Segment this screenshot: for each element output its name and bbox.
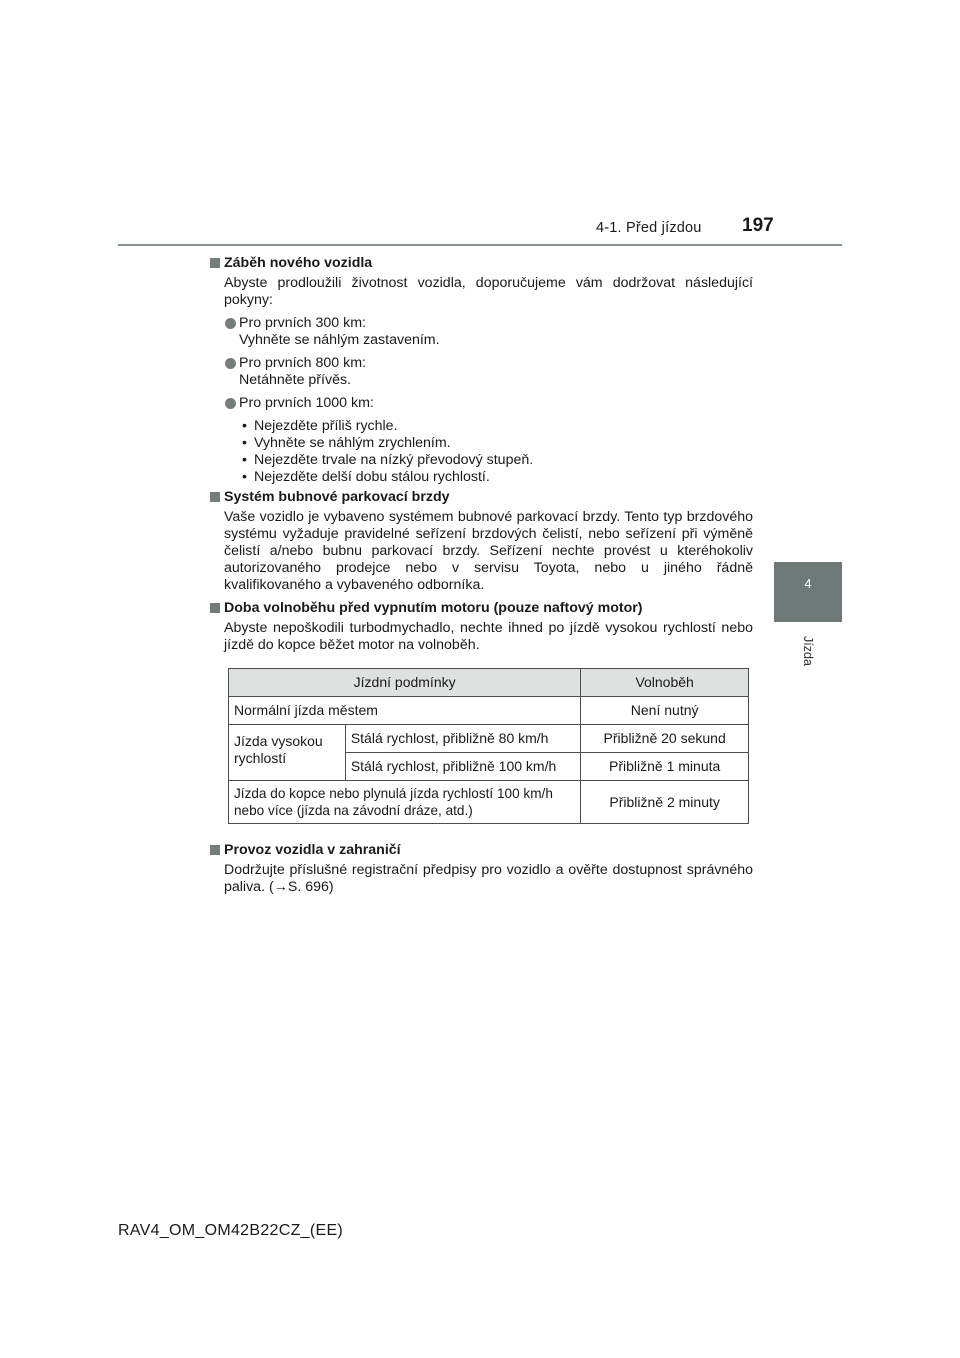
chapter-label-text: Jízda [801, 636, 815, 666]
sub-list-item [239, 418, 753, 435]
table-header-cell: Jízdní podmínky [229, 669, 581, 697]
round-bullet-icon [225, 318, 236, 329]
round-bullet-icon [225, 398, 236, 409]
table-row [229, 781, 749, 824]
table-cell: Stálá rychlost, přibližně 80 km/h [345, 725, 580, 753]
chapter-label [791, 628, 821, 674]
round-bullet-icon [225, 358, 236, 369]
page-number: 197 [742, 215, 774, 236]
section-drum-brake [208, 489, 753, 594]
section-heading [208, 842, 753, 859]
section-abroad [208, 842, 753, 896]
section-paragraph: Dodržujte příslušné registrační předpisy pro vozidlo a ověřte dostupnost správného paliva. (→S. 696) [224, 862, 753, 895]
square-bullet-icon [210, 845, 220, 855]
list-item-line: Pro prvních 300 km: [239, 315, 366, 331]
list-item [208, 355, 753, 389]
list-item-line: Pro prvních 800 km: [239, 355, 366, 371]
table-cell: Přibližně 20 sekund [581, 725, 749, 753]
square-bullet-icon [210, 492, 220, 502]
list-item-line: Pro prvních 1000 km: [239, 395, 374, 411]
list-item [208, 315, 753, 349]
table-cell: Stálá rychlost, přibližně 100 km/h [345, 753, 580, 781]
square-bullet-icon [210, 603, 220, 613]
sub-list-item [239, 452, 753, 469]
table-header-row [229, 669, 749, 697]
table-cell: Jízda do kopce nebo plynulá jízda rychlostí 100 km/h nebo více (jízda na závodní dráze, atd.) [229, 781, 581, 824]
idle-time-table [228, 668, 749, 824]
section-paragraph: Abyste prodloužili životnost vozidla, doporučujeme vám dodržovat následující pokyny: [224, 275, 753, 308]
table-cell: Přibližně 1 minuta [581, 753, 749, 781]
section-heading-text: Provoz vozidla v zahraničí [224, 842, 401, 858]
bullet-icon: • [242, 435, 247, 451]
section-heading-text: Záběh nového vozidla [224, 255, 373, 271]
table-cell: Přibližně 2 minuty [581, 781, 749, 824]
sub-list-item [239, 469, 753, 486]
chapter-number: 4 [804, 576, 812, 591]
section-heading-text: Systém bubnové parkovací brzdy [224, 489, 450, 505]
table-row [229, 697, 749, 725]
list-item [208, 395, 753, 412]
section-heading [208, 600, 753, 617]
table-cell: Není nutný [581, 697, 749, 725]
section-title: 4-1. Před jízdou [596, 220, 702, 236]
header-divider [118, 244, 842, 246]
section-idle [208, 600, 753, 824]
sub-list-item-text: Nejezděte trvale na nízký převodový stupeň. [254, 452, 534, 468]
section-paragraph: Abyste nepoškodili turbodmychadlo, nechte ihned po jízdě vysokou rychlostí nebo jízdě do kopce běžet motor na volnoběh. [224, 620, 753, 653]
bullet-icon: • [242, 469, 247, 485]
sub-list-item-text: Vyhněte se náhlým zrychlením. [254, 435, 451, 451]
page-content [208, 255, 753, 902]
sub-list [208, 418, 753, 486]
section-paragraph: Vaše vozidlo je vybaveno systémem bubnové parkovací brzdy. Tento typ brzdového systému vyžaduje pravidelné seřízení brzdových čelistí, nebo seřízení při výměně čelistí a/nebo bubnu parkovací brzdy. Seřízení nechte provést u kteréhokoliv autorizovaného prodejce nebo v servisu Toyota, nebo u jiného řádně kvalifikovaného a vybaveného odborníka. [224, 509, 753, 593]
sub-list-item-text: Nejezděte delší dobu stálou rychlostí. [254, 469, 490, 485]
chapter-tab [774, 562, 842, 622]
table-header-cell: Volnoběh [581, 669, 749, 697]
list-item-line: Netáhněte přívěs. [239, 372, 351, 388]
section-heading-text: Doba volnoběhu před vypnutím motoru (pouze naftový motor) [224, 600, 643, 616]
table-cell: Jízda vysokou rychlostí [229, 725, 346, 781]
section-heading [208, 489, 753, 506]
bullet-icon: • [242, 452, 247, 468]
bullet-icon: • [242, 418, 247, 434]
sub-list-item [239, 435, 753, 452]
section-break-in [208, 255, 753, 486]
table-cell: Normální jízda městem [229, 697, 581, 725]
list-item-line: Vyhněte se náhlým zastavením. [239, 332, 440, 348]
table-row [229, 725, 749, 753]
document-code: RAV4_OM_OM42B22CZ_(EE) [118, 1222, 344, 1239]
section-heading [208, 255, 753, 272]
square-bullet-icon [210, 258, 220, 268]
sub-list-item-text: Nejezděte příliš rychle. [254, 418, 398, 434]
